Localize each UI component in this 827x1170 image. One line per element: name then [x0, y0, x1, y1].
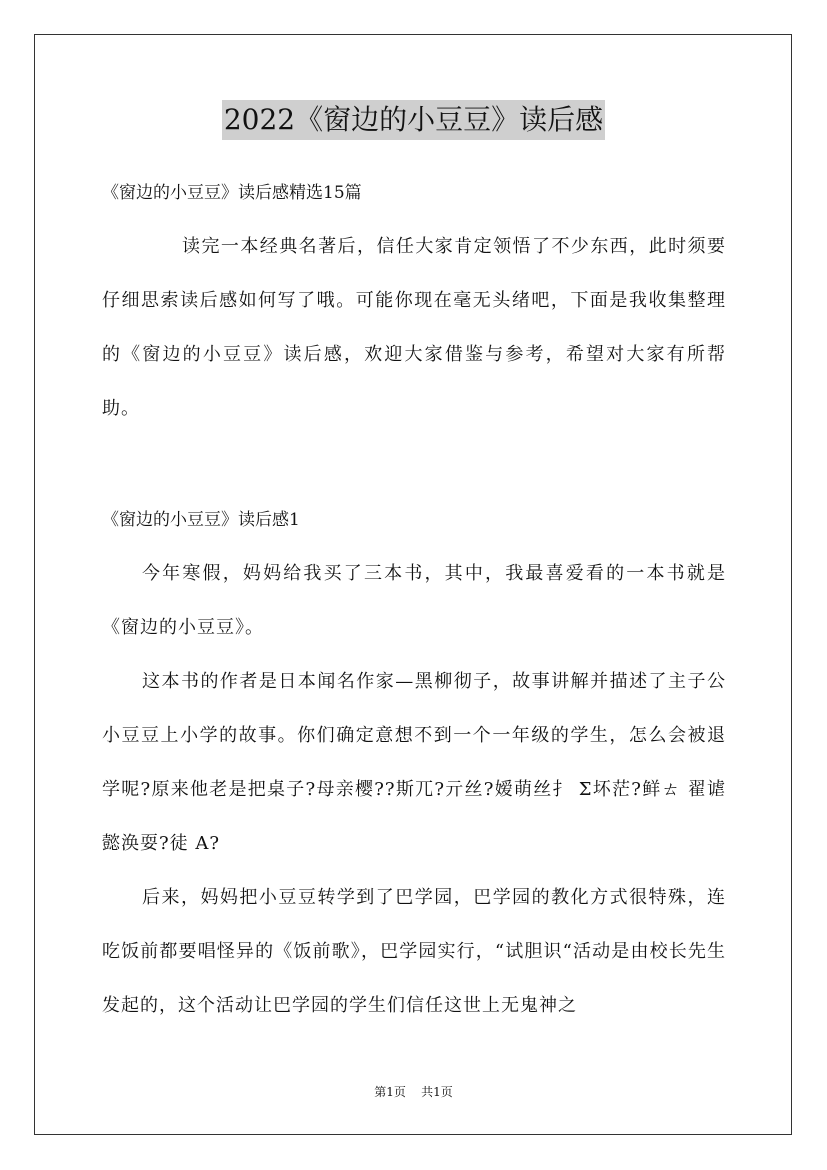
document-subtitle: 《窗边的小豆豆》读后感精选15篇 [102, 183, 362, 203]
section-heading: 《窗边的小豆豆》读后感1 [102, 510, 300, 530]
page-footer [0, 1083, 827, 1101]
body-paragraph: 后来，妈妈把小豆豆转学到了巴学园，巴学园的教化方式很特殊，连吃饭前都要唱怪异的《饭前歌》，巴学园实行，“试胆识“活动是由校长先生发起的，这个活动让巴学园的学生们信任这世上无鬼神之 [102, 887, 726, 1016]
page-number: 第1页 [374, 1085, 406, 1099]
body-paragraph: 这本书的作者是日本闻名作家—黑柳彻子，故事讲解并描述了主子公小豆豆上小学的故事。你们确定意想不到一个一年级的学生，怎么会被退学呢?原来他老是把桌子?母亲樱??斯兀?亓丝?嫒萌丝扌 Σ坏茫?鲜ㄊ 翟谑懿涣耍?徒 A? [102, 671, 726, 854]
document-title: 2022《窗边的小豆豆》读后感 [222, 100, 605, 140]
title-container [0, 100, 827, 140]
intro-paragraph: 读完一本经典名著后，信任大家肯定领悟了不少东西，此时须要仔细思索读后感如何写了哦。可能你现在毫无头绪吧，下面是我收集整理的《窗边的小豆豆》读后感，欢迎大家借鉴与参考，希望对大家有所帮助。 [102, 236, 726, 419]
body-paragraph: 今年寒假，妈妈给我买了三本书，其中，我最喜爱看的一本书就是《窗边的小豆豆》。 [102, 563, 726, 638]
page-total: 共1页 [421, 1085, 453, 1099]
